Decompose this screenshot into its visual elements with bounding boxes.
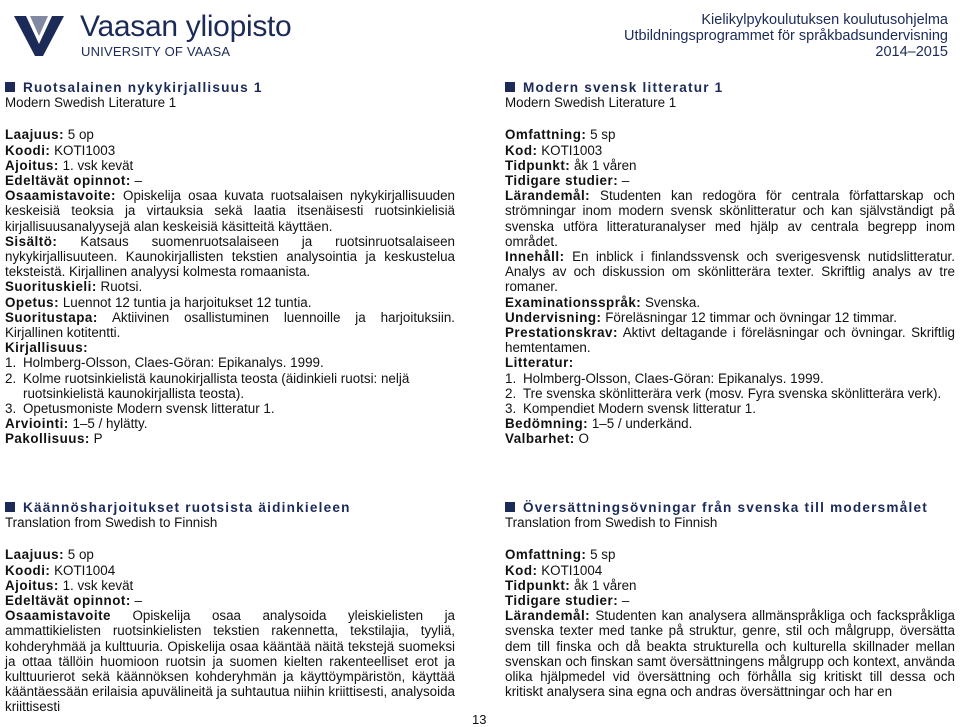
field-pakollisuus: Pakollisuus: P <box>5 431 103 447</box>
field-tidpunkt: Tidpunkt: åk 1 våren <box>505 157 637 173</box>
program-name-fi: Kielikylpykoulutuksen koulutusohjelma <box>701 12 948 28</box>
field-undervisning: Undervisning: Föreläsningar 12 timmar och övningar 12 timmar. <box>505 309 897 325</box>
field-tidigare-studier: Tidigare studier: – <box>505 173 630 189</box>
logo-name: Vaasan yliopisto <box>80 10 292 43</box>
field-edeltavat: Edeltävät opinnot: – <box>5 173 142 189</box>
course-subtitle: Modern Swedish Literature 1 <box>505 95 677 111</box>
field-ajoitus: Ajoitus: 1. vsk kevät <box>5 577 134 593</box>
course-subtitle: Translation from Swedish to Finnish <box>505 515 718 531</box>
field-laajuus: Laajuus: 5 op <box>5 127 94 143</box>
literature-item: 3. Opetusmoniste Modern svensk litteratur 1. <box>5 401 275 417</box>
field-innehall: Innehåll: En inblick i finlandssvensk och sverigesvensk nutidslitteratur. Analys av och diskussion om skönlitterära texter. Skriftlig analys av tre romaner. <box>505 249 955 295</box>
course-subtitle: Modern Swedish Literature 1 <box>5 95 177 111</box>
field-examinationssprak: Examinationsspråk: Svenska. <box>505 294 701 310</box>
literature-item: 2. Tre svenska skönlitterära verk (mosv. Fyra svenska skönlitterära verk). <box>505 385 942 401</box>
bullet-square-icon <box>5 502 15 512</box>
field-larandemal: Lärandemål: Studenten kan redogöra för centrala författarskap och strömningar inom modern svensk skönlitteratur och kan självständigt på svenska utföra litteraturanalyser med hjälp av centrala begrepp inom området. <box>505 188 955 249</box>
literature-item: 1. Holmberg-Olsson, Claes-Göran: Epikanalys. 1999. <box>505 370 824 386</box>
field-osaamistavoite: Osaamistavoite: Opiskelija osaa kuvata ruotsalaisen nykykirjallisuuden keskeisiä teoksia ja virtauksia sekä laatia itsenäisesti ruotsinkielisiä kirjallisuusanalyysejä alan keskeisiä käsitteitä käyttäen. <box>5 188 455 234</box>
field-kod: Kod: KOTI1004 <box>505 562 603 578</box>
field-tidpunkt: Tidpunkt: åk 1 våren <box>505 577 637 593</box>
field-sisalto: Sisältö: Katsaus suomenruotsalaiseen ja ruotsinruotsalaiseen nykykirjallisuuteen. Kaunokirjallisten tekstien analysointia ja keskustelua teksteistä. Kirjallinen analyysi kolmesta romaanista. <box>5 233 455 280</box>
field-litteratur: Litteratur: <box>505 355 574 371</box>
literature-item: 1. Holmberg-Olsson, Claes-Göran: Epikanalys. 1999. <box>5 355 324 371</box>
field-edeltavat: Edeltävät opinnot: – <box>5 593 142 609</box>
course-oversattningsovningar <box>505 500 955 699</box>
field-omfattning: Omfattning: 5 sp <box>505 547 616 563</box>
field-kod: Kod: KOTI1003 <box>505 142 603 158</box>
field-prestationskrav: Prestationskrav: Aktivt deltagande i föreläsningar och övningar. Skriftlig hemtentamen. <box>505 325 955 356</box>
field-koodi: Koodi: KOTI1003 <box>5 142 116 158</box>
field-kirjallisuus: Kirjallisuus: <box>5 340 89 356</box>
bullet-square-icon <box>505 502 515 512</box>
bullet-square-icon <box>5 82 15 92</box>
course-ruotsalainen-nykykirjallisuus <box>5 80 455 447</box>
logo-subtitle: UNIVERSITY OF VAASA <box>81 44 231 59</box>
course-title: Översättningsövningar från svenska till modersmålet <box>505 500 955 515</box>
page-number: 13 <box>472 712 487 727</box>
course-subtitle: Translation from Swedish to Finnish <box>5 515 218 531</box>
field-osaamistavoite: Osaamistavoite Opiskelija osaa analysoida yleiskielisten ja ammattikielisten ruotsinkielisten tekstien rakennetta, tekstilajia, tyyliä, kohderyhmää ja kulttuuria. Opiskelija osaa kääntää näitä tekstejä suomeksi ja ottaa tällöin huomioon ruotsin ja suomen kielten rakenteelliset erot ja kulttuurierot sekä käännöksen kohderyhmän ja käyttöympäristön, käyttää kääntäessään erilaisia apuvälineitä ja suhtautua niihin kriittisesti, analysoida kriittisesti <box>5 608 455 715</box>
field-larandemal: Lärandemål: Studenten kan analysera allmänspråkliga och fackspråkliga svenska texter med tanke på struktur, genre, stil och målgrupp, översätta dem till finska och då beakta strukturella och kulturella skillnader mellan svenskan och finskan samt översättningens målgrupp och kontext, använda olika hjälpmedel vid översättning och förhålla sig kritiskt till dessa och kritiskt analysera sina egna och andras översättningar och har en <box>505 608 955 700</box>
program-header <box>624 12 948 60</box>
literature-item: 3. Kompendiet Modern svensk litteratur 1. <box>505 401 756 417</box>
program-name-sv: Utbildningsprogrammet för språkbadsundervisning <box>624 28 948 44</box>
logo-mark-icon <box>10 10 68 58</box>
field-tidigare-studier: Tidigare studier: – <box>505 593 630 609</box>
literature-item: 2. Kolme ruotsinkielistä kaunokirjallista teosta (äidinkieli ruotsi: neljä ruotsinkielistä kaunokirjallista teosta). <box>5 370 410 401</box>
academic-years: 2014–2015 <box>875 44 948 60</box>
course-kaannosharjoitukset <box>5 500 455 715</box>
course-title: Modern svensk litteratur 1 <box>505 80 955 95</box>
field-suorituskieli: Suorituskieli: Ruotsi. <box>5 279 143 295</box>
field-opetus: Opetus: Luennot 12 tuntia ja harjoitukset 12 tuntia. <box>5 294 312 310</box>
field-koodi: Koodi: KOTI1004 <box>5 562 116 578</box>
field-valbarhet: Valbarhet: O <box>505 431 589 447</box>
field-bedomning: Bedömning: 1–5 / underkänd. <box>505 416 693 432</box>
field-laajuus: Laajuus: 5 op <box>5 547 94 563</box>
university-logo <box>10 8 292 60</box>
field-ajoitus: Ajoitus: 1. vsk kevät <box>5 157 134 173</box>
field-omfattning: Omfattning: 5 sp <box>505 127 616 143</box>
course-title: Käännösharjoitukset ruotsista äidinkieleen <box>5 500 455 515</box>
bullet-square-icon <box>505 82 515 92</box>
field-suoritustapa: Suoritustapa: Aktiivinen osallistuminen luennoille ja harjoituksiin. Kirjallinen kotitentti. <box>5 309 455 341</box>
course-title: Ruotsalainen nykykirjallisuus 1 <box>5 80 455 95</box>
course-modern-svensk-litteratur <box>505 80 955 447</box>
field-arviointi: Arviointi: 1–5 / hylätty. <box>5 416 148 432</box>
